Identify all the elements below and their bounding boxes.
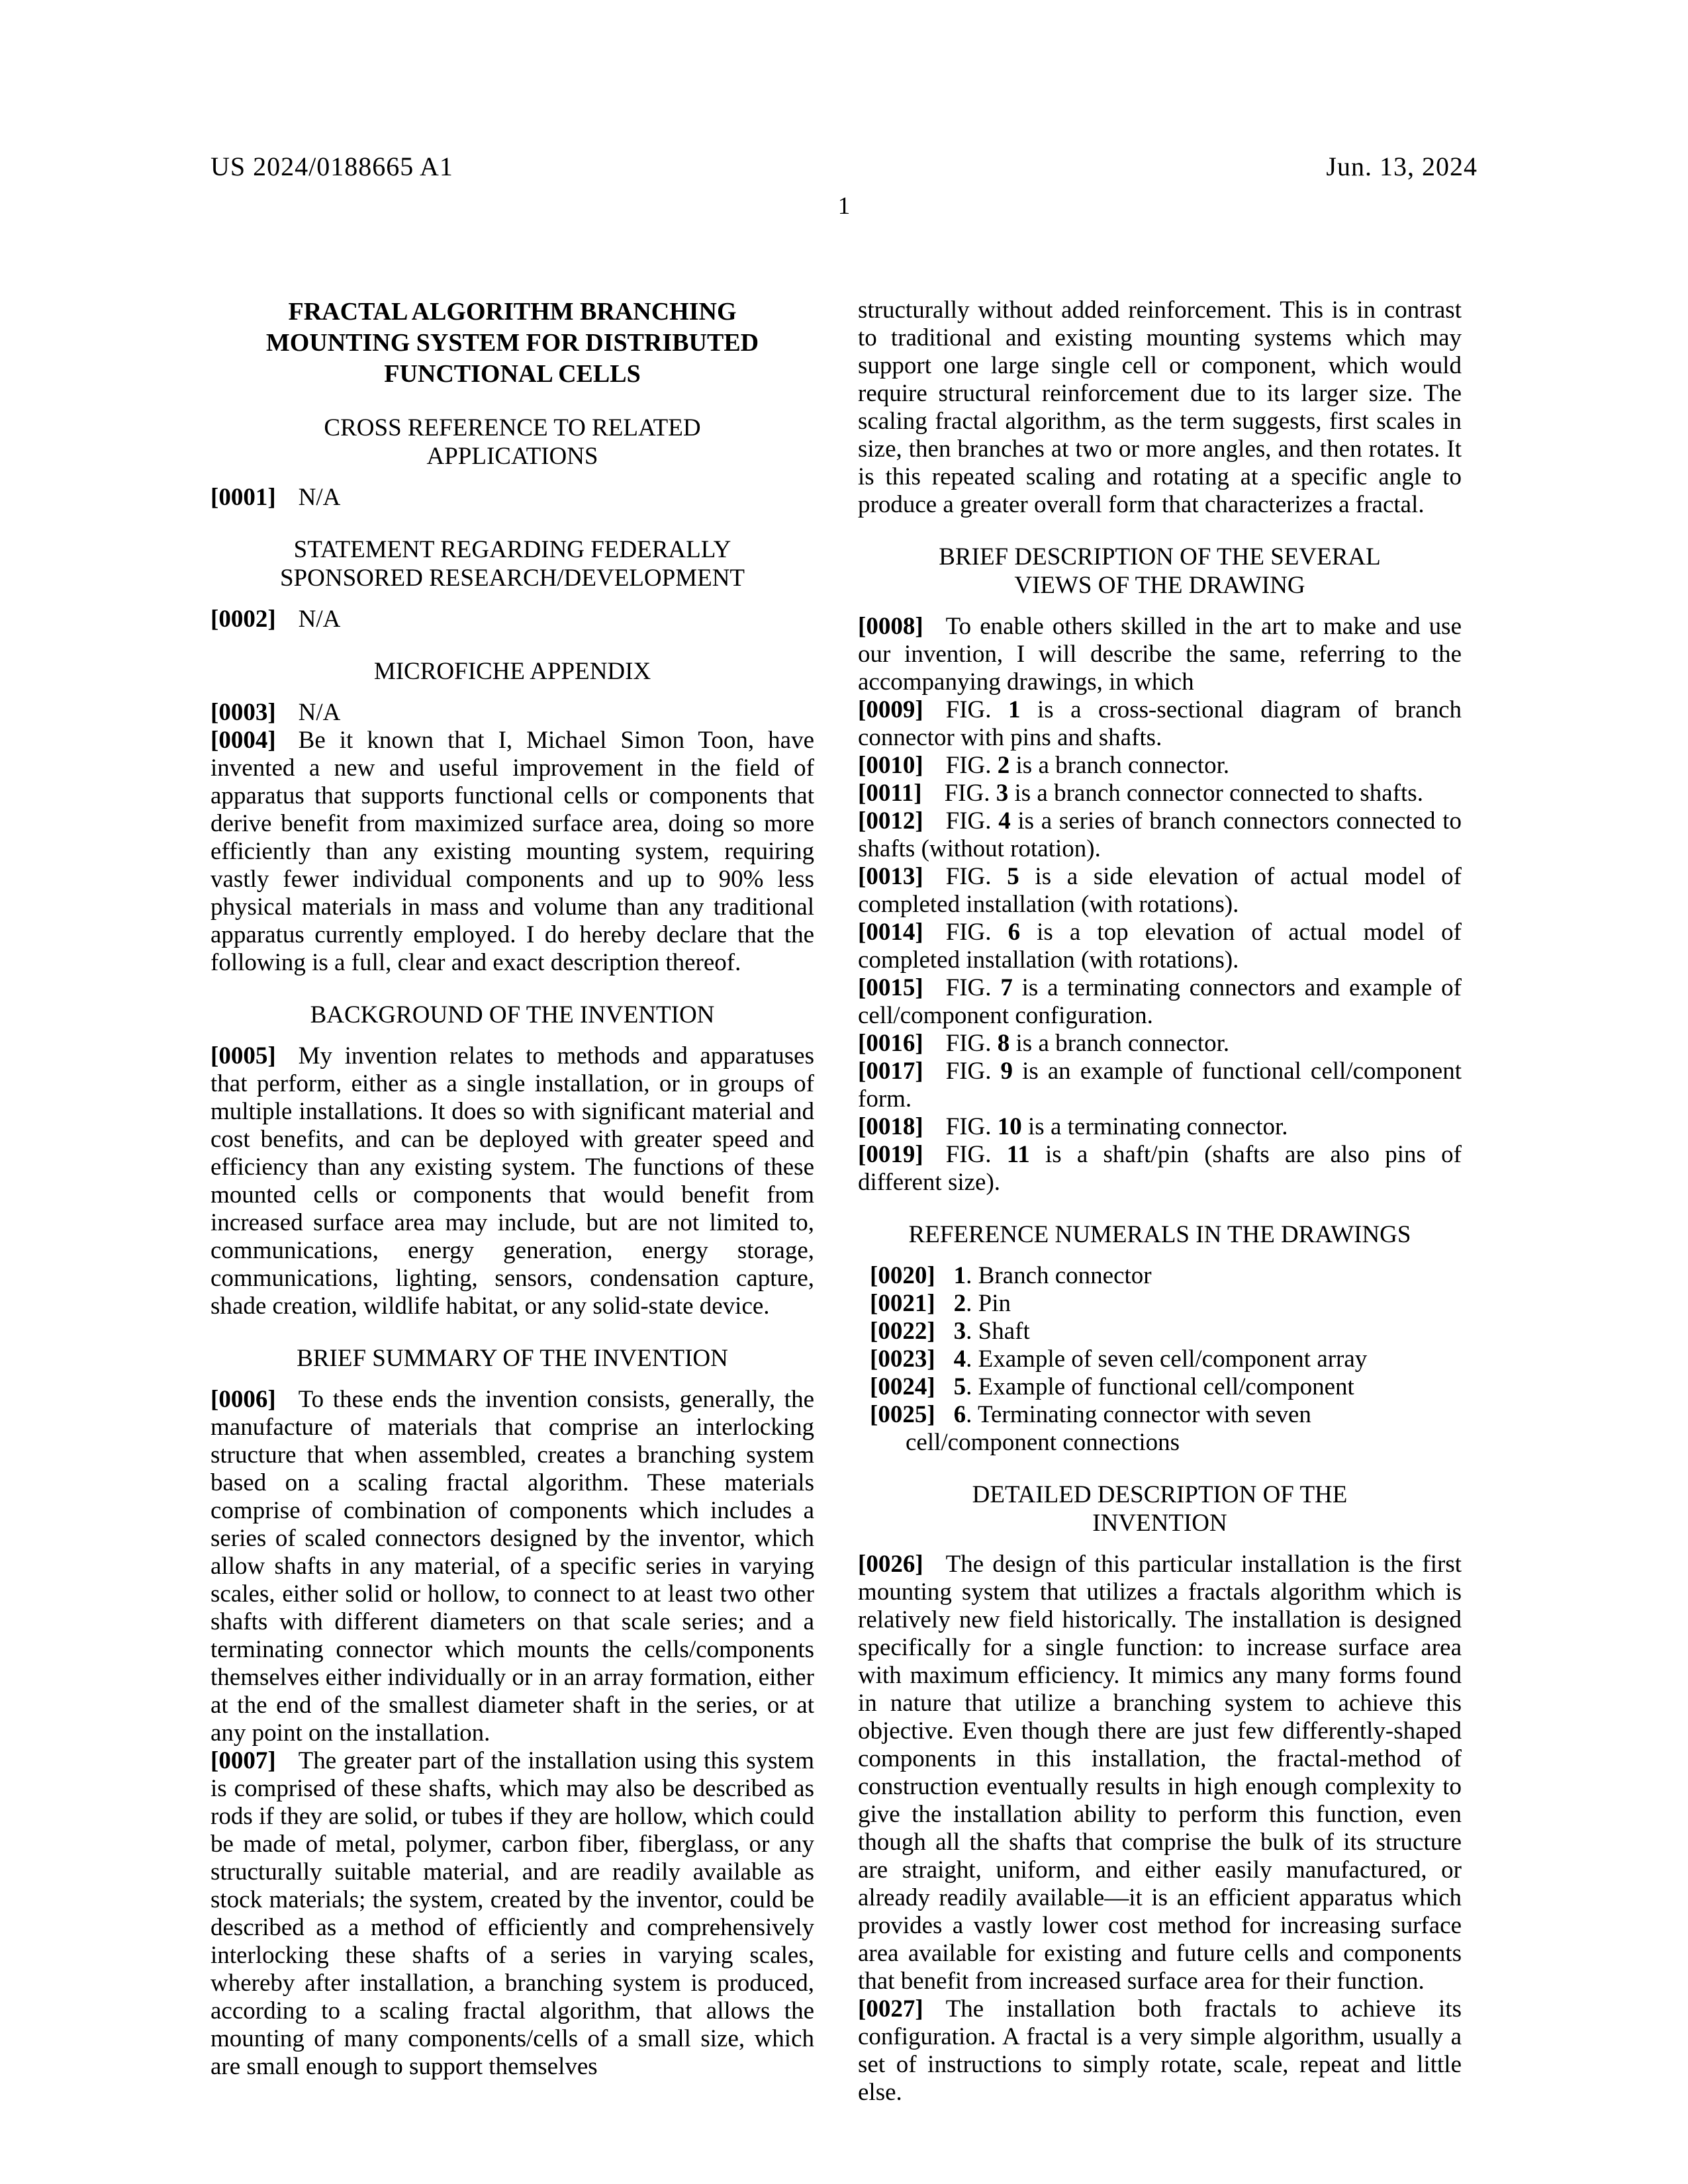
paragraph-number: [0009] — [858, 696, 923, 723]
paragraph-number: [0026] — [858, 1551, 923, 1578]
publication-date: Jun. 13, 2024 — [1326, 152, 1477, 181]
paragraph-number: [0027] — [858, 1995, 923, 2023]
right-column — [858, 296, 1462, 2107]
paragraph-0016: [0016] FIG. 8 is a branch connector. — [858, 1030, 1230, 1057]
paragraph-continuation: structurally without added reinforcement. This is in contrast to traditional and existing mounting systems which may support one large single cell or component, which would require structural reinforcement due to its larger size. The scaling fractal algorithm, as the term suggests, first scales in size, then branches at two or more angles, and then rotates. It is this repeated scaling and rotating at a specific angle to produce a greater overall form that characterizes a fractal. — [858, 296, 1462, 518]
paragraph-0013: [0013] FIG. 5 is a side elevation of actual model of completed installation (with rotations). — [858, 863, 1462, 918]
heading-line: STATEMENT REGARDING FEDERALLY — [293, 536, 731, 563]
paragraph-0019: [0019] FIG. 11 is a shaft/pin (shafts are also pins of different size). — [858, 1141, 1462, 1196]
paragraph-number: [0017] — [858, 1058, 923, 1085]
paragraph-0025: [0025] 6. Terminating connector with seven cell/component connections — [870, 1401, 1311, 1456]
paragraph-0009: [0009] FIG. 1 is a cross-sectional diagram of branch connector with pins and shafts. — [858, 696, 1462, 751]
paragraph-0024: [0024] 5. Example of functional cell/component — [870, 1373, 1354, 1400]
paragraph-0004: [0004] Be it known that I, Michael Simon Toon, have invented a new and useful improvement in the field of apparatus that supports functional cells or components that derive benefit from maximized surface area, doing so more efficiently than any existing mounting system, requiring vastly fewer individual components and up to 90% less physical materials in mass and volume than any traditional apparatus currently employed. I do hereby declare that the following is a full, clear and exact description thereof. — [211, 727, 814, 976]
paragraph-number: [0024] — [870, 1373, 935, 1400]
paragraph-0015: [0015] FIG. 7 is a terminating connectors and example of cell/component configuration. — [858, 974, 1462, 1029]
section-heading — [858, 543, 1462, 600]
paragraph-number: [0007] — [211, 1747, 276, 1774]
left-column — [211, 296, 814, 2081]
section-heading — [858, 1220, 1462, 1249]
section-heading — [858, 1480, 1462, 1537]
heading-line: MICROFICHE APPENDIX — [373, 658, 651, 685]
paragraph-number: [0019] — [858, 1141, 923, 1168]
paragraph-number: [0022] — [870, 1318, 935, 1345]
paragraph-0010: [0010] FIG. 2 is a branch connector. — [858, 752, 1230, 779]
paragraph-0017: [0017] FIG. 9 is an example of functional cell/component form. — [858, 1058, 1462, 1113]
paragraph-number: [0021] — [870, 1290, 935, 1317]
publication-number: US 2024/0188665 A1 — [211, 152, 453, 181]
paragraph-number: [0006] — [211, 1386, 276, 1413]
paragraph-number: [0010] — [858, 752, 923, 779]
paragraph-0018: [0018] FIG. 10 is a terminating connector. — [858, 1113, 1288, 1140]
heading-line: FRACTAL ALGORITHM BRANCHING — [288, 298, 737, 326]
heading-line: CROSS REFERENCE TO RELATED — [324, 414, 701, 441]
paragraph-number: [0023] — [870, 1345, 935, 1373]
paragraph-number: [0002] — [211, 606, 276, 633]
paragraph-0022: [0022] 3. Shaft — [870, 1318, 1030, 1345]
heading-line: BRIEF SUMMARY OF THE INVENTION — [297, 1345, 728, 1372]
paragraph-number: [0020] — [870, 1262, 935, 1289]
page-number: 1 — [837, 193, 851, 220]
paragraph-0012: [0012] FIG. 4 is a series of branch connectors connected to shafts (without rotation). — [858, 807, 1462, 862]
section-heading — [211, 1344, 814, 1373]
paragraph-number: [0025] — [870, 1401, 935, 1428]
paragraph-0007: [0007] The greater part of the installation using this system is comprised of these shafts, which may also be described as rods if they are solid, or tubes if they are hollow, which could be made of metal, polymer, carbon fiber, fiberglass, or any structurally suitable material, and are readily available as stock materials; the system, created by the inventor, could be described as a method of efficiently and comprehensively interlocking these shafts of a series in varying scales, whereby after installation, a branching system is produced, according to a scaling fractal algorithm, that allows the mounting of many components/cells of a small size, which are small enough to support themselves — [211, 1747, 814, 2080]
paragraph-0008: [0008] To enable others skilled in the art to make and use our invention, I will describe the same, referring to the accompanying drawings, in which — [858, 613, 1462, 696]
section-heading — [211, 657, 814, 686]
paragraph-0002: [0002] N/A — [211, 606, 341, 633]
paragraph-0001: [0001] N/A — [211, 484, 341, 511]
paragraph-number: [0013] — [858, 863, 923, 890]
paragraph-number: [0016] — [858, 1030, 923, 1057]
heading-line: APPLICATIONS — [426, 443, 598, 470]
heading-line: INVENTION — [1092, 1510, 1227, 1537]
paragraph-0021: [0021] 2. Pin — [870, 1290, 1011, 1317]
paragraph-0011: [0011] FIG. 3 is a branch connector connected to shafts. — [858, 780, 1423, 807]
document-title — [211, 296, 814, 390]
heading-line: SPONSORED RESEARCH/DEVELOPMENT — [279, 565, 745, 592]
paragraph-number: [0011] — [858, 780, 922, 807]
paragraph-0027: [0027] The installation both fractals to achieve its configuration. A fractal is a very simple algorithm, usually a set of instructions to simply rotate, scale, repeat and little else. — [858, 1995, 1462, 2106]
section-heading — [211, 535, 814, 592]
heading-line: MOUNTING SYSTEM FOR DISTRIBUTED — [265, 329, 759, 357]
paragraph-0006: [0006] To these ends the invention consists, generally, the manufacture of materials that comprise an interlocking structure that when assembled, creates a branching system based on a scaling fractal algorithm. These materials comprise of combination of components which includes a series of scaled connectors designed by the inventor, which allow shafts in any material, of a specific series in varying scales, either solid or hollow, to connect to at least two other shafts with different diameters on that scale series; and a terminating connector which mounts the cells/components themselves either individually or in an array formation, either at the end of the smallest diameter shaft in the series, or at any point on the installation. — [211, 1386, 814, 1747]
paragraph-0003: [0003] N/A — [211, 699, 341, 726]
paragraph-number: [0005] — [211, 1042, 276, 1069]
paragraph-0026: [0026] The design of this particular installation is the first mounting system that utilizes a fractals algorithm which is relatively new field historically. The installation is designed specifically for a single function: to increase surface area with maximum efficiency. It mimics any many forms found in nature that utilize a branching system to achieve this objective. Even though there are just few differently-shaped components in this installation, the fractal-method of construction eventually results in high enough complexity to give the installation ability to perform this function, even though all the shafts that comprise the bulk of its structure are straight, uniform, and either easily manufactured, or already readily available—it is an efficient apparatus which provides a vastly lower cost method for increasing surface area available for existing and future cells and components that benefit from increased surface area for their function. — [858, 1551, 1462, 1995]
paragraph-0023: [0023] 4. Example of seven cell/component array — [870, 1345, 1368, 1373]
heading-line: VIEWS OF THE DRAWING — [1014, 572, 1305, 599]
paragraph-0014: [0014] FIG. 6 is a top elevation of actual model of completed installation (with rotations). — [858, 919, 1462, 974]
heading-line: REFERENCE NUMERALS IN THE DRAWINGS — [908, 1221, 1411, 1248]
section-heading — [211, 1001, 814, 1029]
paragraph-number: [0015] — [858, 974, 923, 1001]
heading-line: DETAILED DESCRIPTION OF THE — [972, 1481, 1348, 1508]
paragraph-number: [0008] — [858, 613, 923, 640]
paragraph-number: [0012] — [858, 807, 923, 835]
heading-line: BACKGROUND OF THE INVENTION — [310, 1001, 715, 1028]
paragraph-number: [0014] — [858, 919, 923, 946]
paragraph-0020: [0020] 1. Branch connector — [870, 1262, 1152, 1289]
paragraph-number: [0018] — [858, 1113, 923, 1140]
heading-line: BRIEF DESCRIPTION OF THE SEVERAL — [939, 543, 1381, 570]
heading-line: FUNCTIONAL CELLS — [384, 360, 641, 388]
paragraph-0005: [0005] My invention relates to methods and apparatuses that perform, either as a single installation, or in groups of multiple installations. It does so with significant material and cost benefits, and can be deployed with greater speed and efficiency than any existing system. The functions of these mounted cells or components that would benefit from increased surface area may include, but are not limited to, communications, energy generation, energy storage, communications, lighting, sensors, condensation capture, shade creation, wildlife habitat, or any solid-state device. — [211, 1042, 814, 1320]
section-heading — [211, 414, 814, 471]
paragraph-number: [0004] — [211, 727, 276, 754]
paragraph-number: [0003] — [211, 699, 276, 726]
paragraph-number: [0001] — [211, 484, 276, 511]
